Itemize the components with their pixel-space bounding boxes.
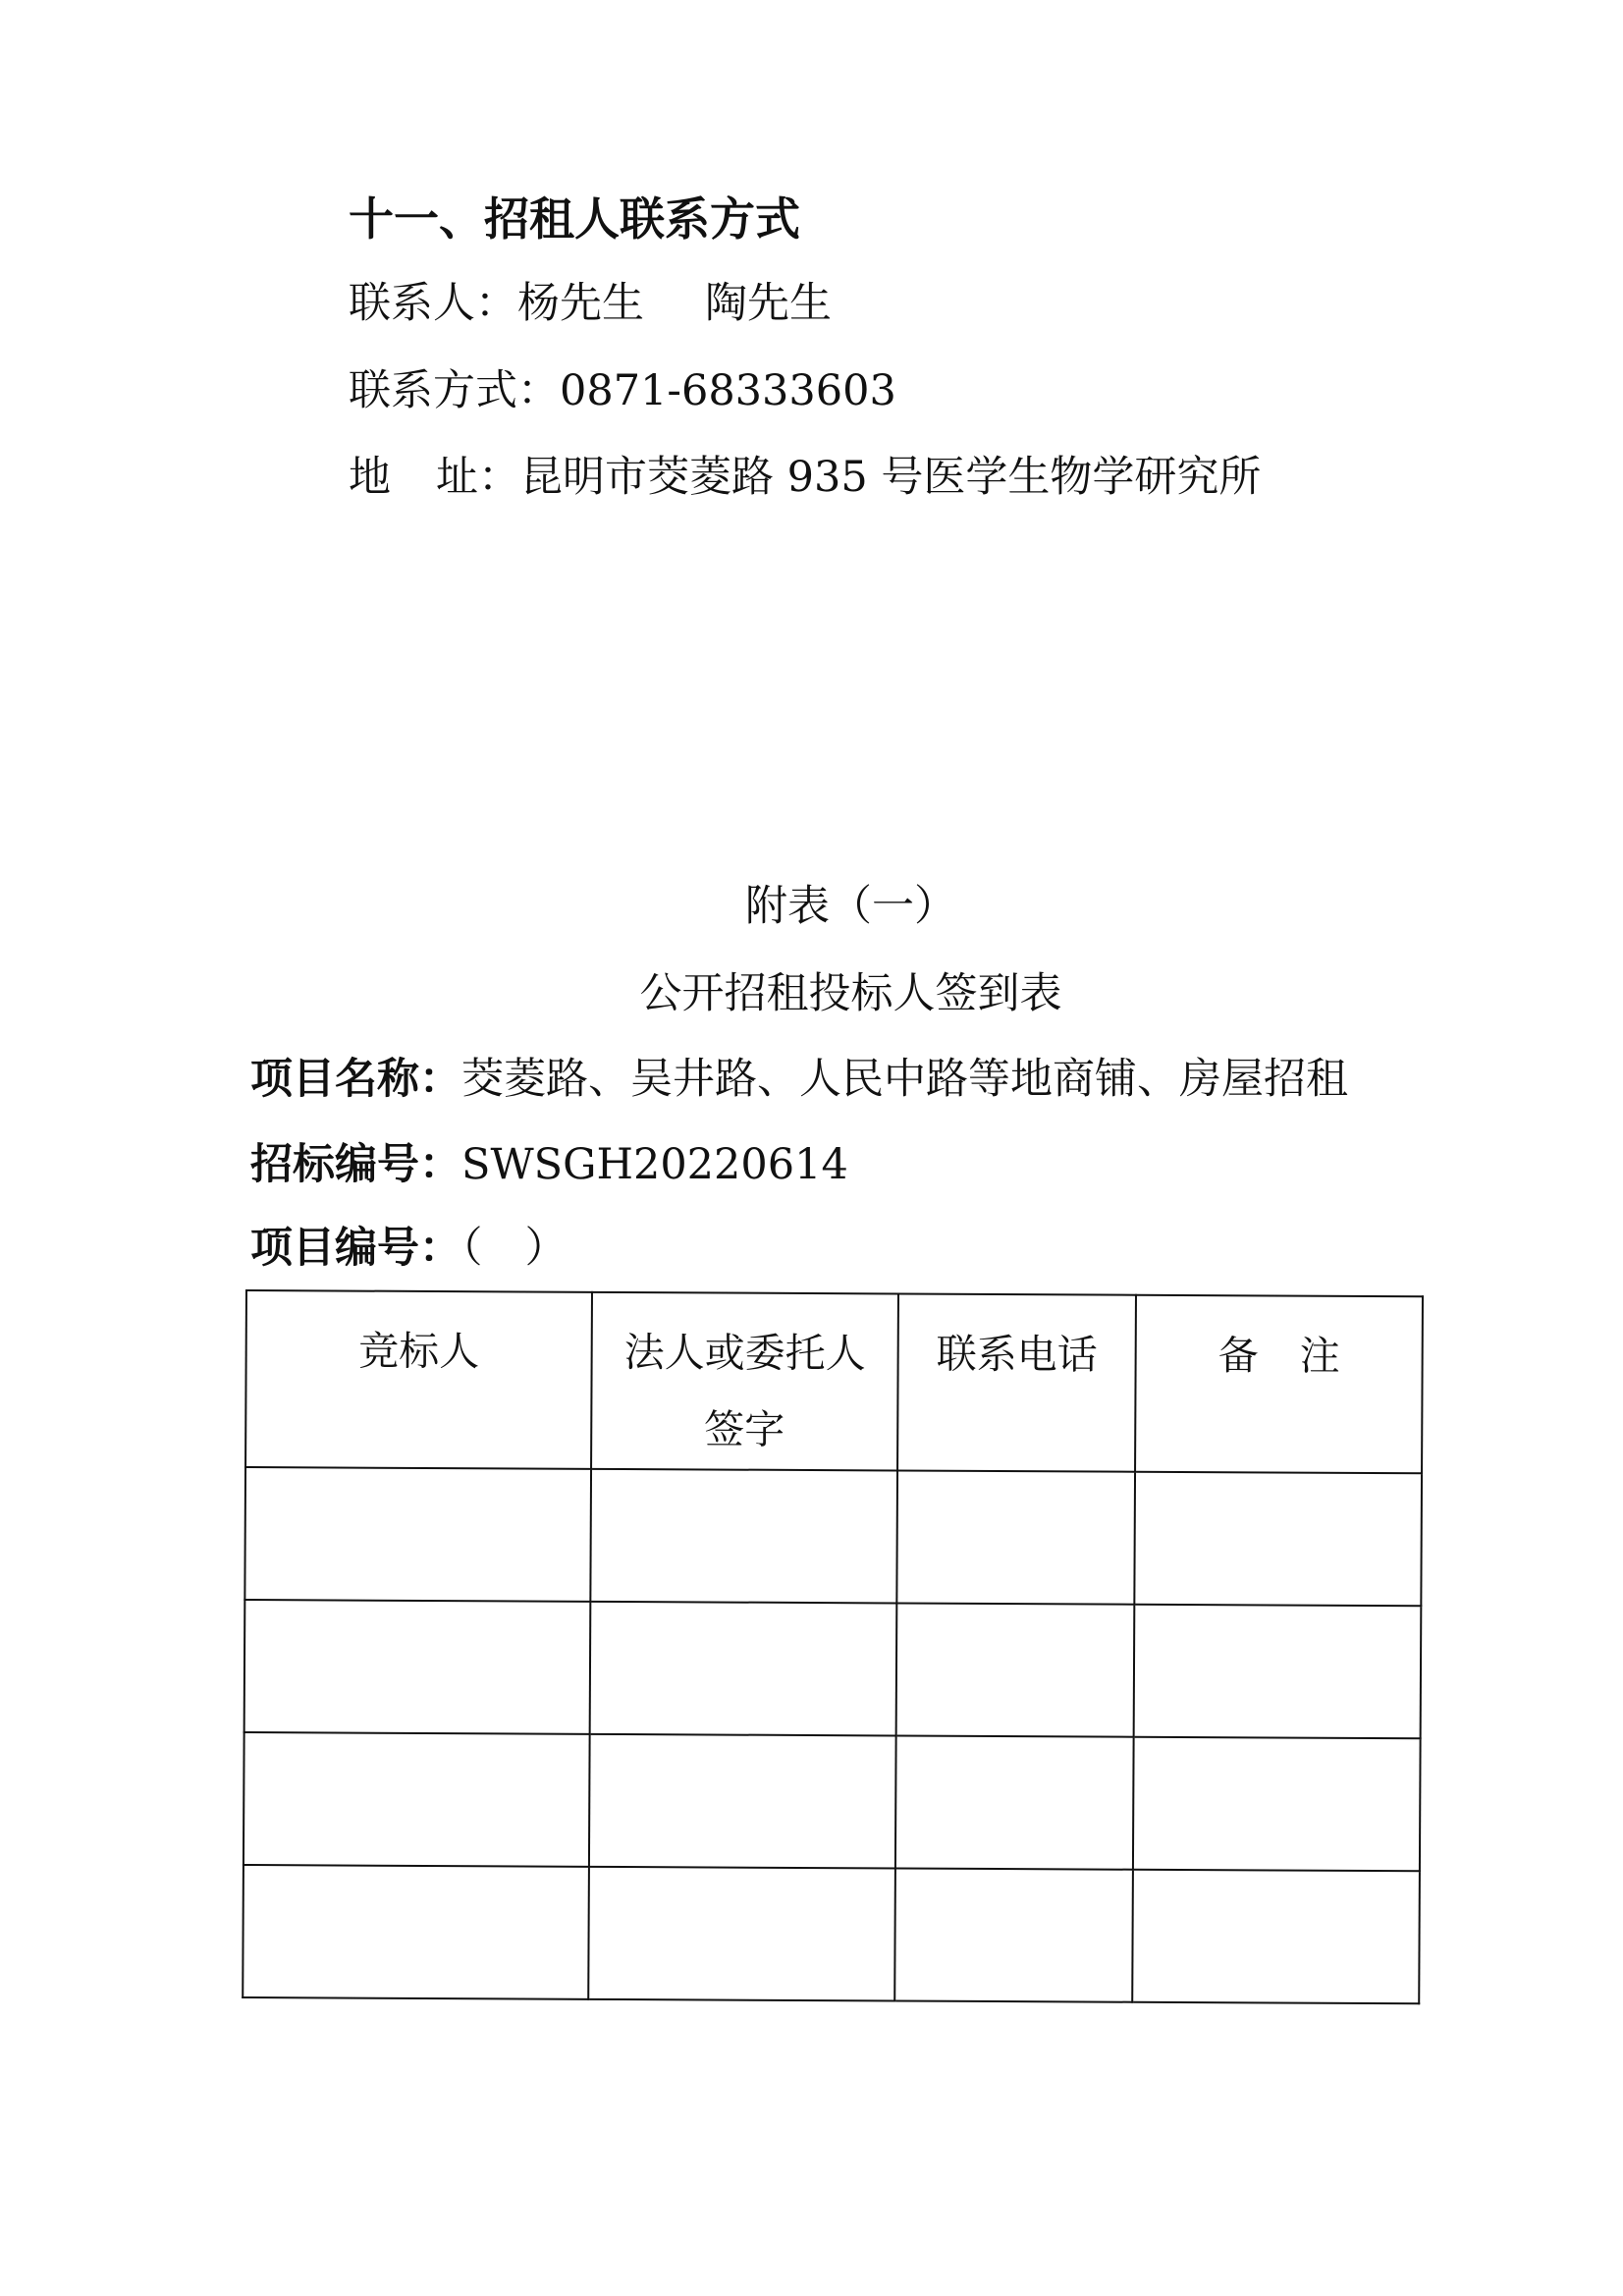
table-cell-bidder[interactable] bbox=[243, 1732, 590, 1867]
table-cell-bidder[interactable] bbox=[244, 1600, 591, 1734]
form-title: 公开招租投标人签到表 bbox=[639, 969, 1062, 1018]
header-bidder-label: 竞标人 bbox=[358, 1327, 480, 1376]
project-name-label: 项目名称： bbox=[250, 1055, 461, 1104]
contact-address-label-1: 地 bbox=[349, 453, 391, 502]
table-header-row bbox=[245, 1290, 1423, 1473]
table-cell-phone[interactable] bbox=[896, 1470, 1135, 1604]
table-cell-signature[interactable] bbox=[590, 1469, 897, 1604]
appendix-label: 附表（一） bbox=[745, 882, 956, 931]
contact-person-2: 陶先生 bbox=[705, 279, 832, 328]
bid-number-value: SWSGH20220614 bbox=[461, 1140, 848, 1189]
header-remark-label-2: 注 bbox=[1299, 1332, 1340, 1380]
contact-address-line bbox=[349, 453, 1262, 502]
contact-address-label-2: 址： bbox=[436, 453, 520, 502]
table-cell-bidder[interactable] bbox=[244, 1467, 591, 1602]
header-legal-signature bbox=[591, 1292, 898, 1470]
table-cell-remark[interactable] bbox=[1134, 1605, 1422, 1739]
table-row bbox=[243, 1865, 1420, 2003]
table-cell-remark[interactable] bbox=[1134, 1472, 1422, 1607]
section-heading: 十一、招租人联系方式 bbox=[349, 192, 800, 246]
project-number-field bbox=[250, 1224, 568, 1273]
project-name-value: 茭菱路、吴井路、人民中路等地商铺、房屋招租 bbox=[461, 1055, 1348, 1104]
table-row bbox=[244, 1467, 1422, 1606]
table-cell-phone[interactable] bbox=[895, 1735, 1134, 1869]
project-number-label: 项目编号： bbox=[250, 1224, 461, 1273]
table-cell-remark[interactable] bbox=[1132, 1870, 1420, 2004]
project-number-value: （ ） bbox=[461, 1224, 568, 1273]
contact-phone-line bbox=[349, 366, 896, 415]
contact-person-line bbox=[349, 279, 832, 328]
table-cell-phone[interactable] bbox=[896, 1603, 1135, 1736]
table-row bbox=[244, 1600, 1422, 1738]
table-cell-signature[interactable] bbox=[588, 1867, 895, 2001]
table-row bbox=[243, 1732, 1421, 1871]
contact-phone-value: 0871-68333603 bbox=[560, 366, 896, 415]
signin-table bbox=[242, 1289, 1379, 2004]
header-phone-label: 联系电话 bbox=[936, 1330, 1098, 1379]
table-cell-bidder[interactable] bbox=[243, 1865, 589, 1999]
header-bidder bbox=[245, 1290, 592, 1469]
contact-person-label: 联系人： bbox=[349, 279, 517, 328]
contact-address-value: 昆明市茭菱路 935 号医学生物学研究所 bbox=[520, 453, 1262, 502]
bid-number-field bbox=[250, 1140, 848, 1189]
header-remark-label-1: 备 bbox=[1217, 1332, 1259, 1380]
contact-person-1: 杨先生 bbox=[517, 279, 644, 328]
header-legal-signature-label: 法人或委托人签字 bbox=[623, 1329, 866, 1453]
table-cell-signature[interactable] bbox=[590, 1602, 897, 1736]
contact-phone-label: 联系方式： bbox=[349, 366, 560, 415]
table-cell-phone[interactable] bbox=[894, 1868, 1133, 2001]
table-cell-signature[interactable] bbox=[589, 1734, 896, 1869]
bid-number-label: 招标编号： bbox=[250, 1140, 461, 1189]
header-remark bbox=[1135, 1295, 1423, 1473]
project-name-field bbox=[250, 1055, 1348, 1104]
header-phone bbox=[897, 1293, 1136, 1471]
table-cell-remark[interactable] bbox=[1133, 1737, 1421, 1872]
